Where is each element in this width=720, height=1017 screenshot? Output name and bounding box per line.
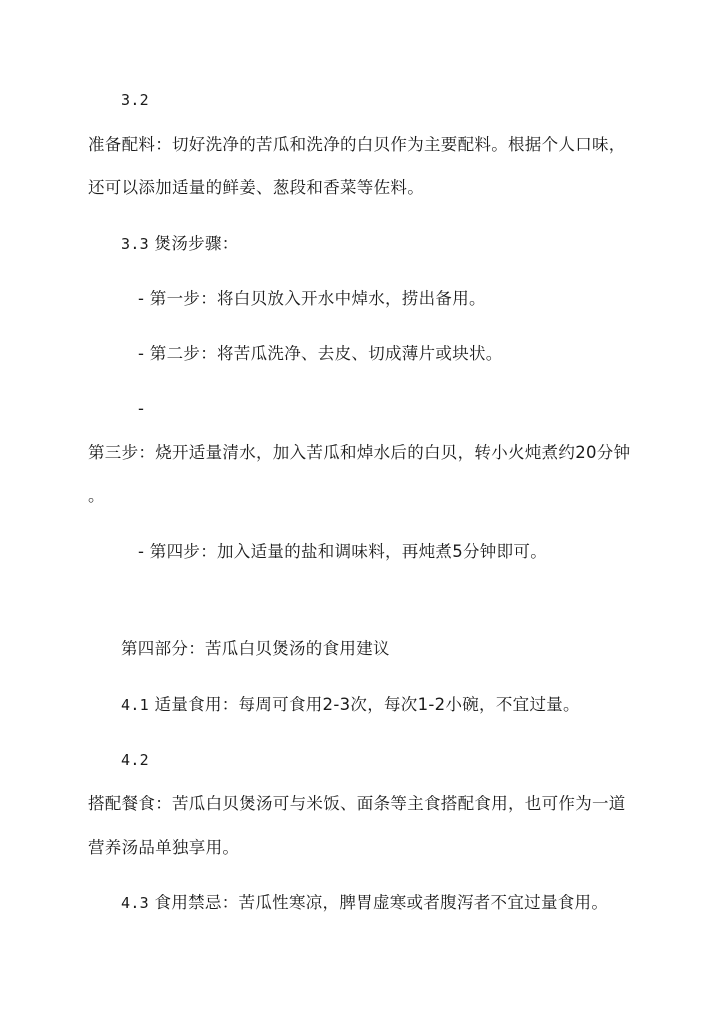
section-4-1 — [121, 693, 580, 717]
section-3-2-line-2: 还可以添加适量的鲜姜、葱段和香菜等佐料。 — [88, 178, 424, 197]
section-3-3-heading — [121, 232, 239, 256]
section-4-1-number: 4.1 — [121, 696, 149, 714]
section-3-3-number: 3.3 — [121, 235, 149, 253]
section-4-3 — [121, 891, 608, 915]
section-4-2-line-1: 搭配餐食：苦瓜白贝煲汤可与米饭、面条等主食搭配食用，也可作为一道 — [88, 794, 626, 813]
step-3-text: 第三步：烧开适量清水，加入苦瓜和焯水后的白贝，转小火炖煮约20分钟 — [88, 443, 631, 462]
section-3-3-title: 煲汤步骤： — [154, 234, 239, 253]
section-4-2-line-2: 营养汤品单独享用。 — [88, 838, 240, 857]
section-3-2-number: 3.2 — [121, 91, 149, 109]
section-4-1-text: 适量食用：每周可食用2-3次，每次1-2小碗，不宜过量。 — [154, 695, 580, 714]
step-2: - 第二步：将苦瓜洗净、去皮、切成薄片或块状。 — [138, 344, 503, 363]
part-4-title: 第四部分：苦瓜白贝煲汤的食用建议 — [121, 639, 390, 658]
step-3-tail: 。 — [88, 486, 105, 505]
section-4-3-number: 4.3 — [121, 894, 149, 912]
section-3-2-line-1: 准备配料：切好洗净的苦瓜和洗净的白贝作为主要配料。根据个人口味， — [88, 135, 626, 154]
step-1: - 第一步：将白贝放入开水中焯水，捞出备用。 — [138, 289, 486, 308]
section-4-2-number: 4.2 — [121, 751, 149, 769]
step-4: - 第四步：加入适量的盐和调味料，再炖煮5分钟即可。 — [138, 542, 547, 561]
step-3-dash: - — [138, 399, 145, 418]
section-4-3-text: 食用禁忌：苦瓜性寒凉，脾胃虚寒或者腹泻者不宜过量食用。 — [154, 893, 609, 912]
